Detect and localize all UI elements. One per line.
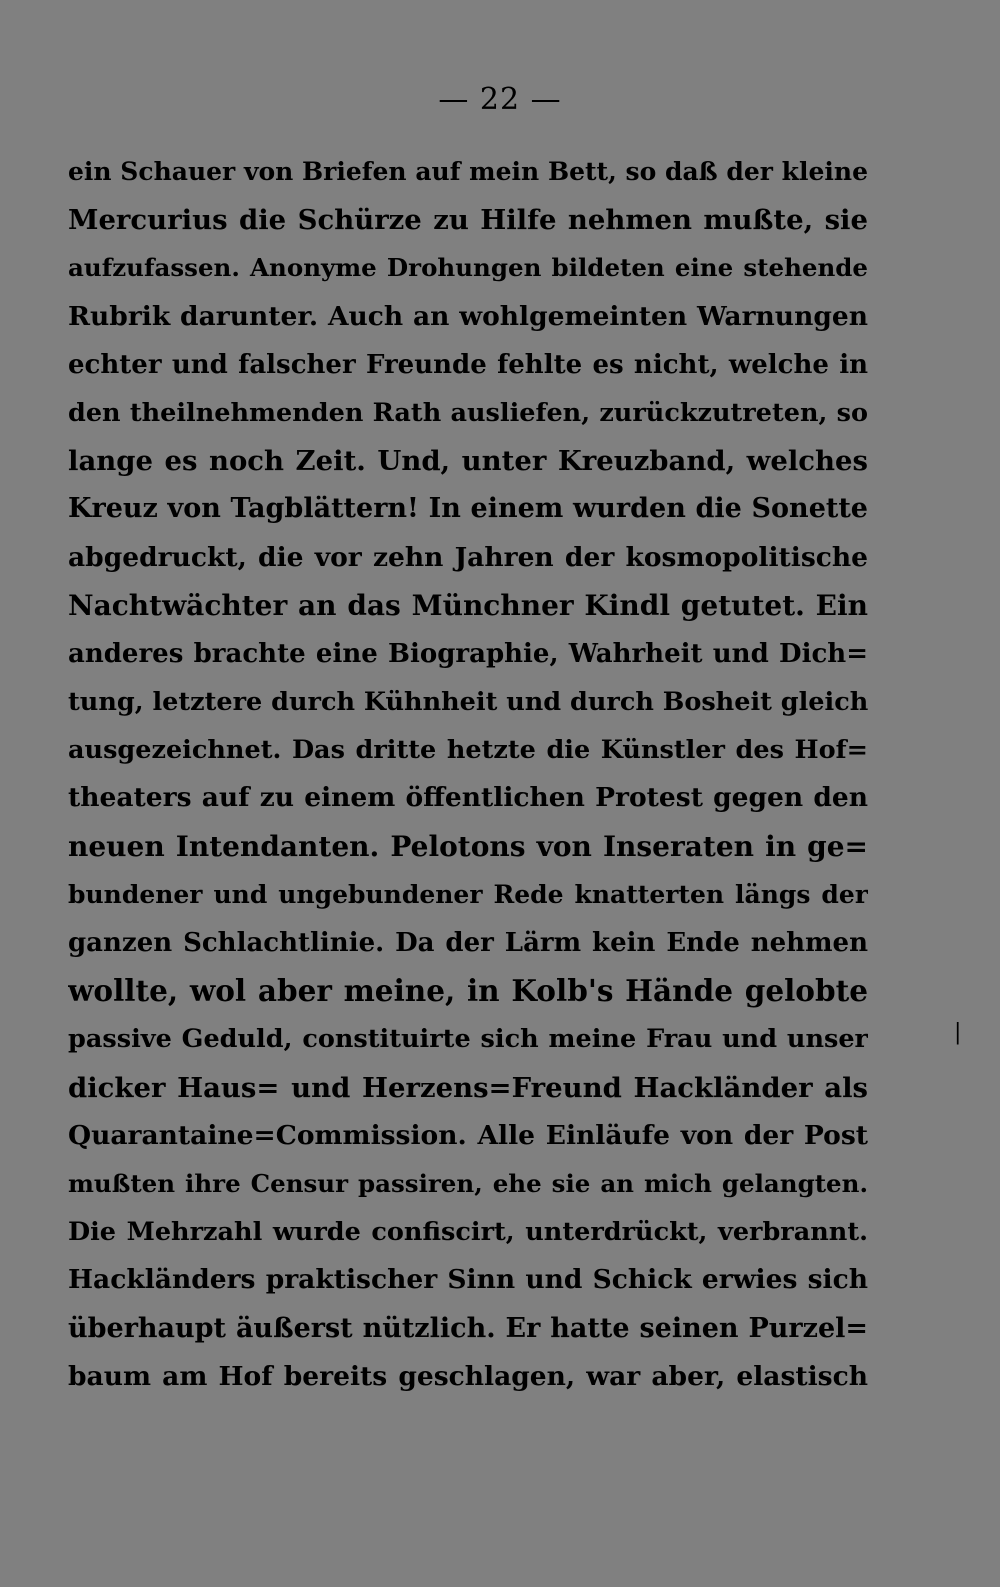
text-line: abgedruckt, die vor zehn Jahren der kosmopolitische xyxy=(68,541,868,573)
text-line: passive Geduld, constituirte sich meine Frau und unser xyxy=(68,1024,868,1055)
text-line: überhaupt äußerst nützlich. Er hatte seinen Purzel= xyxy=(68,1312,868,1344)
text-line: bundener und ungebundener Rede knatterten längs der xyxy=(68,879,868,909)
text-line: den theilnehmenden Rath ausliefen, zurückzutreten, so xyxy=(68,397,868,428)
text-line: Mercurius die Schürze zu Hilfe nehmen mußte, sie xyxy=(68,204,868,237)
text-line: baum am Hof bereits geschlagen, war aber, elastisch xyxy=(68,1360,868,1392)
text-line: mußten ihre Censur passiren, ehe sie an mich gelangten. xyxy=(68,1168,868,1198)
text-line: neuen Intendanten. Pelotons von Inseraten in ge= xyxy=(68,829,868,863)
text-line: Quarantaine=Commission. Alle Einläufe von der Post xyxy=(68,1119,868,1151)
text-line: ganzen Schlachtlinie. Da der Lärm kein Ende nehmen xyxy=(68,928,868,958)
text-line: dicker Haus= und Herzens=Freund Hackländer als xyxy=(68,1071,868,1104)
text-line: aufzufassen. Anonyme Drohungen bildeten eine stehende xyxy=(68,253,868,283)
text-line: theaters auf zu einem öffentlichen Protest gegen den xyxy=(68,782,868,814)
text-line: Die Mehrzahl wurde confiscirt, unterdrückt, verbrannt. xyxy=(68,1217,868,1248)
text-line: wollte, wol aber meine, in Kolb's Hände gelobte xyxy=(68,973,868,1009)
page-number-header: — 22 — xyxy=(438,82,562,117)
body-text xyxy=(68,148,868,1401)
text-line: tung, letztere durch Kühnheit und durch Bosheit gleich xyxy=(68,687,868,718)
text-line: ausgezeichnet. Das dritte hetzte die Künstler des Hof= xyxy=(68,735,868,766)
text-line: anderes brachte eine Biographie, Wahrheit und Dich= xyxy=(68,638,868,669)
text-line: Hackländers praktischer Sinn und Schick erwies sich xyxy=(68,1264,868,1296)
text-line: Rubrik darunter. Auch an wohlgemeinten Warnungen xyxy=(68,300,868,332)
text-line: Nachtwächter an das Münchner Kindl getutet. Ein xyxy=(68,588,868,622)
text-line: ein Schauer von Briefen auf mein Bett, so daß der kleine xyxy=(68,157,868,186)
text-line: echter und falscher Freunde fehlte es nicht, welche in xyxy=(68,349,868,380)
margin-mark: | xyxy=(954,1020,962,1045)
text-line: Kreuz von Tagblättern! In einem wurden die Sonette xyxy=(68,493,868,525)
text-line: lange es noch Zeit. Und, unter Kreuzband, welches xyxy=(68,445,868,478)
